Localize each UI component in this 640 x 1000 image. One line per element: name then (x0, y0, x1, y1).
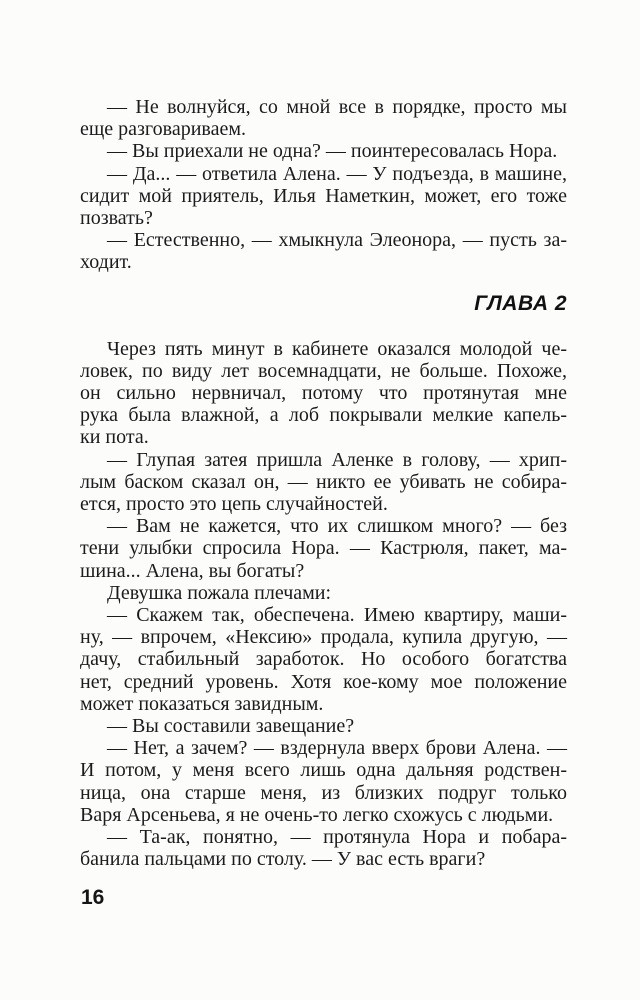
text-line: Варя Арсеньева, я не очень-то легко схожусь с людьми. (80, 803, 554, 826)
text-line: — Та-ак, понятно, — протянула Нора и побара- (107, 826, 567, 849)
paragraph (80, 449, 567, 516)
paragraph (80, 229, 567, 273)
text-line: дачу, стабильный заработок. Но особого богатства (80, 648, 567, 671)
text-line: — Глупая затея пришла Аленке в голову, — хрип- (107, 448, 567, 471)
text-line: ну, — впрочем, «Нексию» продала, купила другую, — (80, 626, 567, 649)
text-line: Девушка пожала плечами: (107, 581, 332, 604)
text-line: — Да... — ответила Алена. — У подъезда, в машине, (107, 162, 567, 185)
text-line: нет, средний уровень. Хотя кое-кому мое положение (80, 670, 567, 693)
text-line: И потом, у меня всего лишь одна дальняя родствен- (80, 759, 567, 782)
text-line: шина... Алена, вы богаты? (80, 559, 305, 582)
text-line: сидит мой приятель, Илья Наметкин, может, его тоже (80, 184, 567, 207)
paragraph (80, 582, 567, 604)
text-line: ется, просто это цепь случайностей. (80, 493, 388, 516)
paragraph (80, 826, 567, 870)
text-block (80, 96, 567, 871)
paragraph (80, 515, 567, 582)
text-line: ловек, по виду лет восемнадцати, не больше. Похоже, (80, 359, 567, 382)
text-line: — Вы приехали не одна? — поинтересовалась Нора. (107, 140, 558, 163)
paragraph (80, 715, 567, 737)
text-line: может показаться завидным. (80, 692, 324, 715)
text-line: — Скажем так, обеспечена. Имею квартиру, маши- (107, 604, 567, 627)
text-line: он сильно нервничал, потому что протянутая мне (80, 382, 567, 405)
text-line: лым баском сказал он, — никто ее убивать не собира- (80, 470, 567, 493)
text-line: — Вам не кажется, что их слишком много? — без (107, 515, 567, 538)
text-line: ходит. (80, 251, 132, 274)
text-line: — Вы составили завещание? (107, 715, 355, 738)
page-number: 16 (81, 886, 105, 909)
text-line: ница, она старше меня, из близких подруг только (80, 781, 567, 804)
paragraph (80, 338, 567, 449)
text-line: — Не волнуйся, со мной все в порядке, просто мы (107, 96, 567, 118)
paragraph (80, 737, 567, 826)
text-line: еще разговариваем. (80, 118, 246, 141)
paragraph (80, 96, 567, 140)
paragraph (80, 604, 567, 715)
paragraph (80, 163, 567, 230)
paragraph (80, 140, 567, 162)
text-line: тени улыбки спросила Нора. — Кастрюля, пакет, ма- (80, 537, 567, 560)
text-line: банила пальцами по столу. — У вас есть враги? (80, 848, 486, 871)
text-line: — Нет, а зачем? — вздернула вверх брови Алена. — (107, 737, 567, 760)
text-line: рука была влажной, а лоб покрывали мелкие капель- (80, 404, 567, 427)
text-line: Через пять минут в кабинете оказался молодой че- (107, 337, 567, 360)
chapter-heading: ГЛАВА 2 (474, 291, 567, 315)
text-line: — Естественно, — хмыкнула Элеонора, — пусть за- (107, 229, 567, 252)
text-line: позвать? (80, 207, 153, 230)
text-line: ки пота. (80, 426, 149, 449)
